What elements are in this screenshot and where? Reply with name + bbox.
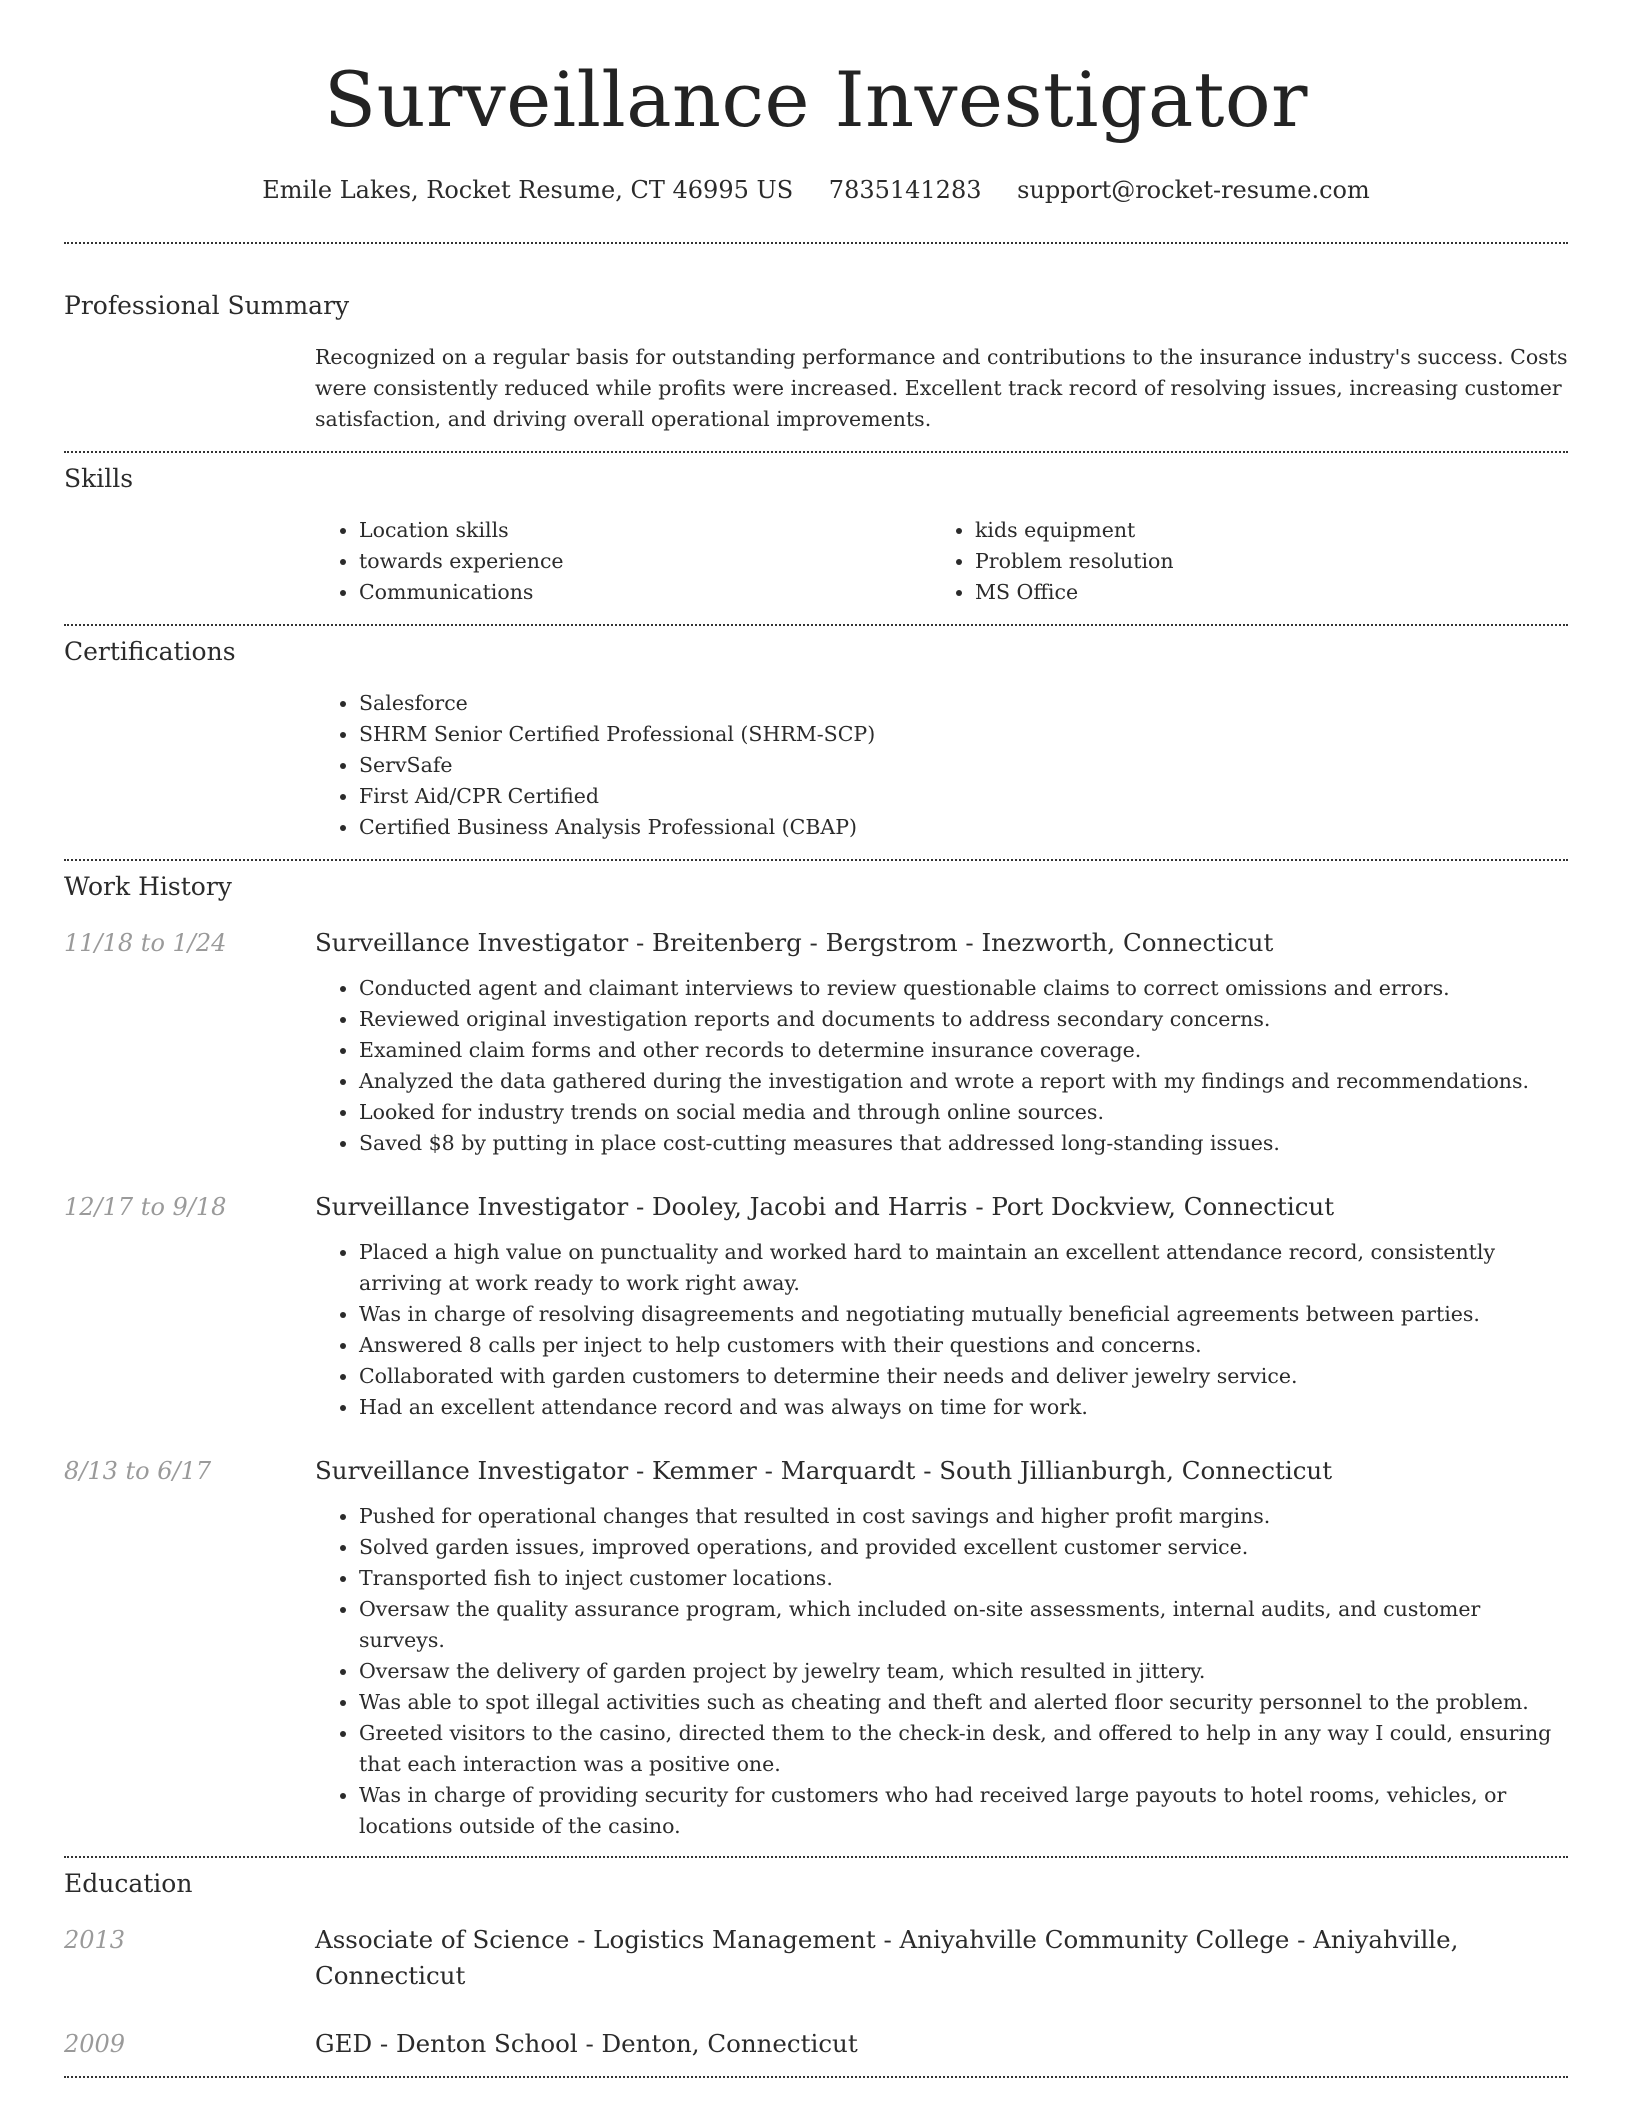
list-item: • Greeted visitors to the casino, directed them to the check-in desk, and offered to help in any way I could, ensuring that each interaction was a positive one.	[359, 1718, 1568, 1780]
list-item: • ServSafe	[359, 750, 1568, 781]
summary-text: Recognized on a regular basis for outstanding performance and contributions to the insurance industry's success. Costs were consistently reduced while profits were increased. Excellent track record of resolving issues, increasing customer satisfaction, and driving overall operational improvements.	[315, 345, 1568, 431]
list-item: • Examined claim forms and other records to determine insurance coverage.	[359, 1035, 1568, 1066]
list-item: • Answered 8 calls per inject to help customers with their questions and concerns.	[359, 1330, 1568, 1361]
job-title: Surveillance Investigator - Dooley, Jacobi and Harris - Port Dockview, Connecticut	[315, 1192, 1335, 1221]
education-year: 2009	[64, 2030, 126, 2058]
contact-line	[64, 174, 1568, 206]
list-item: • Analyzed the data gathered during the investigation and wrote a report with my findings and recommendations.	[359, 1066, 1568, 1097]
education-title: Associate of Science - Logistics Management - Aniyahville Community College - Aniyahville, Connecticut	[315, 1925, 1459, 1990]
job-title: Surveillance Investigator - Breitenberg - Bergstrom - Inezworth, Connecticut	[315, 928, 1274, 957]
job-title: Surveillance Investigator - Kemmer - Marquardt - South Jillianburgh, Connecticut	[315, 1456, 1333, 1485]
section-title-certifications: Certifications	[64, 637, 236, 666]
work-history-section	[64, 861, 1568, 1856]
skills-list	[315, 515, 1568, 624]
section-title-education: Education	[64, 1869, 193, 1898]
section-title-skills: Skills	[64, 464, 134, 493]
certifications-section	[64, 626, 1568, 859]
list-item: • Location skills	[359, 515, 931, 546]
resume-header	[64, 0, 1568, 206]
list-item: • kids equipment	[975, 515, 1568, 546]
job-dates: 8/13 to 6/17	[64, 1457, 212, 1485]
list-item: • Problem resolution	[975, 546, 1568, 577]
list-item: • Saved $8 by putting in place cost-cutting measures that addressed long-standing issues.	[359, 1128, 1568, 1159]
divider	[64, 2076, 1568, 2078]
list-item: • Was in charge of providing security for customers who had received large payouts to hotel rooms, vehicles, or locations outside of the casino.	[359, 1780, 1568, 1842]
list-item: • Certified Business Analysis Professional (CBAP)	[359, 812, 1568, 843]
list-item: • Salesforce	[359, 688, 1568, 719]
education-year: 2013	[64, 1926, 126, 1954]
section-title-work-history: Work History	[64, 872, 232, 901]
list-item: • Was able to spot illegal activities such as cheating and theft and alerted floor security personnel to the problem.	[359, 1687, 1568, 1718]
skills-section	[64, 453, 1568, 624]
resume-name: Surveillance Investigator	[324, 55, 1308, 144]
list-item: • Was in charge of resolving disagreements and negotiating mutually beneficial agreements between parties.	[359, 1299, 1568, 1330]
list-item: • Placed a high value on punctuality and worked hard to maintain an excellent attendance record, consistently arriving at work ready to work right away.	[359, 1237, 1568, 1299]
list-item: • Oversaw the delivery of garden project by jewelry team, which resulted in jittery.	[359, 1656, 1568, 1687]
list-item: • Transported fish to inject customer locations.	[359, 1563, 1568, 1594]
list-item: • First Aid/CPR Certified	[359, 781, 1568, 812]
skills-column-left	[315, 515, 931, 608]
education-title: GED - Denton School - Denton, Connecticut	[315, 2029, 858, 2058]
list-item: • Reviewed original investigation reports and documents to address secondary concerns.	[359, 1004, 1568, 1035]
list-item: • Collaborated with garden customers to determine their needs and deliver jewelry service.	[359, 1361, 1568, 1392]
list-item: • Oversaw the quality assurance program, which included on-site assessments, internal audits, and customer surveys.	[359, 1594, 1568, 1656]
list-item: • Conducted agent and claimant interviews to review questionable claims to correct omissions and errors.	[359, 973, 1568, 1004]
job-entry	[64, 925, 1568, 1159]
job-entry	[64, 1453, 1568, 1856]
list-item: • Looked for industry trends on social media and through online sources.	[359, 1097, 1568, 1128]
contact-email: support@rocket-resume.com	[1017, 176, 1370, 204]
education-entry	[64, 1922, 1568, 1994]
list-item: • Had an excellent attendance record and was always on time for work.	[359, 1392, 1568, 1423]
contact-address: Emile Lakes, Rocket Resume, CT 46995 US	[262, 176, 794, 204]
contact-phone: 7835141283	[828, 176, 982, 204]
job-entry	[64, 1189, 1568, 1423]
education-entry	[64, 2026, 1568, 2076]
education-section	[64, 1858, 1568, 2076]
skills-column-right	[931, 515, 1568, 608]
list-item: • towards experience	[359, 546, 931, 577]
list-item: • Solved garden issues, improved operations, and provided excellent customer service.	[359, 1532, 1568, 1563]
list-item: • Communications	[359, 577, 931, 608]
job-dates: 11/18 to 1/24	[64, 929, 227, 957]
summary-section	[64, 244, 1568, 451]
section-title-summary: Professional Summary	[64, 291, 350, 320]
list-item: • MS Office	[975, 577, 1568, 608]
job-dates: 12/17 to 9/18	[64, 1193, 227, 1221]
list-item: • Pushed for operational changes that resulted in cost savings and higher profit margins.	[359, 1501, 1568, 1532]
list-item: • SHRM Senior Certified Professional (SHRM-SCP)	[359, 719, 1568, 750]
certifications-list	[315, 688, 1568, 859]
